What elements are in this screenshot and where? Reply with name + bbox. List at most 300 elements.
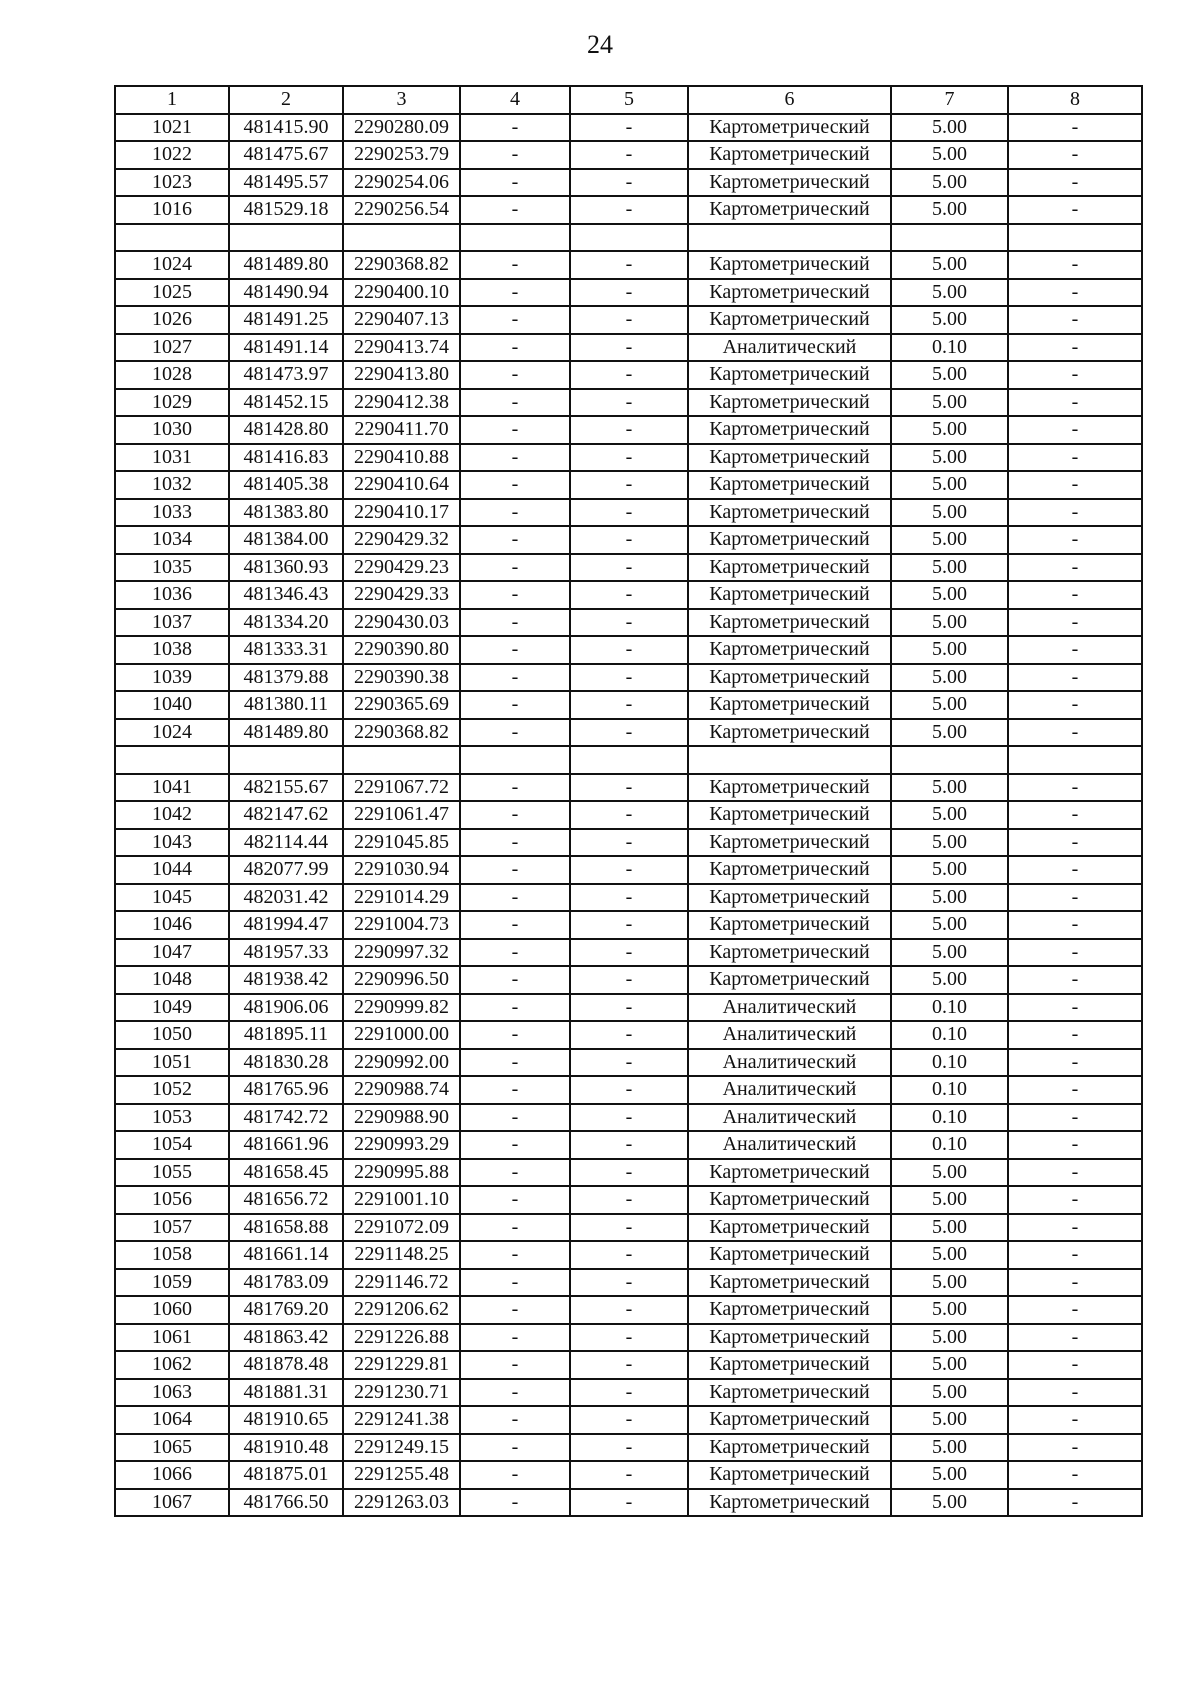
accuracy-cell: 0.10 — [891, 1021, 1008, 1049]
point-number-cell — [115, 224, 229, 252]
method-cell: Картометрический — [688, 114, 891, 142]
point-number-cell: 1029 — [115, 389, 229, 417]
point-number-cell: 1034 — [115, 526, 229, 554]
col4-cell: - — [460, 251, 570, 279]
table-row — [115, 609, 1142, 637]
col4-cell: - — [460, 1351, 570, 1379]
x-coordinate-cell: 481416.83 — [229, 444, 343, 472]
table-row — [115, 1269, 1142, 1297]
col8-cell: - — [1008, 994, 1142, 1022]
method-cell: Картометрический — [688, 801, 891, 829]
accuracy-cell: 5.00 — [891, 169, 1008, 197]
col4-cell: - — [460, 114, 570, 142]
col4-cell: - — [460, 1296, 570, 1324]
table-row-empty — [115, 224, 1142, 252]
x-coordinate-cell: 481863.42 — [229, 1324, 343, 1352]
y-coordinate-cell — [343, 746, 460, 774]
method-cell: Картометрический — [688, 911, 891, 939]
col8-cell: - — [1008, 719, 1142, 747]
accuracy-cell: 5.00 — [891, 1434, 1008, 1462]
col8-cell: - — [1008, 774, 1142, 802]
method-cell: Картометрический — [688, 1324, 891, 1352]
x-coordinate-cell: 481415.90 — [229, 114, 343, 142]
point-number-cell: 1051 — [115, 1049, 229, 1077]
col5-cell: - — [570, 856, 688, 884]
accuracy-cell: 5.00 — [891, 966, 1008, 994]
y-coordinate-cell — [343, 224, 460, 252]
x-coordinate-cell: 481384.00 — [229, 526, 343, 554]
method-cell: Картометрический — [688, 279, 891, 307]
y-coordinate-cell: 2291263.03 — [343, 1489, 460, 1517]
col8-cell: - — [1008, 829, 1142, 857]
method-cell: Картометрический — [688, 1434, 891, 1462]
table-row — [115, 911, 1142, 939]
col5-cell: - — [570, 471, 688, 499]
col4-cell — [460, 746, 570, 774]
accuracy-cell: 5.00 — [891, 526, 1008, 554]
col8-cell — [1008, 746, 1142, 774]
y-coordinate-cell: 2290411.70 — [343, 416, 460, 444]
column-header: 4 — [460, 86, 570, 114]
accuracy-cell: 5.00 — [891, 1351, 1008, 1379]
x-coordinate-cell: 481529.18 — [229, 196, 343, 224]
y-coordinate-cell: 2290996.50 — [343, 966, 460, 994]
accuracy-cell: 5.00 — [891, 361, 1008, 389]
x-coordinate-cell: 481658.88 — [229, 1214, 343, 1242]
table-row — [115, 334, 1142, 362]
table-row — [115, 1021, 1142, 1049]
col4-cell: - — [460, 1214, 570, 1242]
accuracy-cell: 5.00 — [891, 1241, 1008, 1269]
col8-cell: - — [1008, 169, 1142, 197]
accuracy-cell: 5.00 — [891, 1406, 1008, 1434]
accuracy-cell: 5.00 — [891, 1324, 1008, 1352]
method-cell: Картометрический — [688, 774, 891, 802]
col4-cell: - — [460, 829, 570, 857]
accuracy-cell: 5.00 — [891, 691, 1008, 719]
col5-cell: - — [570, 361, 688, 389]
method-cell: Картометрический — [688, 1461, 891, 1489]
point-number-cell: 1060 — [115, 1296, 229, 1324]
method-cell: Картометрический — [688, 939, 891, 967]
table-header-row — [115, 86, 1142, 114]
accuracy-cell — [891, 746, 1008, 774]
col5-cell: - — [570, 1489, 688, 1517]
y-coordinate-cell: 2291014.29 — [343, 884, 460, 912]
x-coordinate-cell: 481769.20 — [229, 1296, 343, 1324]
table-row — [115, 719, 1142, 747]
col8-cell: - — [1008, 581, 1142, 609]
table-row — [115, 471, 1142, 499]
col5-cell: - — [570, 1379, 688, 1407]
accuracy-cell: 5.00 — [891, 829, 1008, 857]
col5-cell: - — [570, 609, 688, 637]
table-row — [115, 1461, 1142, 1489]
col5-cell: - — [570, 251, 688, 279]
col8-cell — [1008, 224, 1142, 252]
col5-cell: - — [570, 114, 688, 142]
col4-cell: - — [460, 196, 570, 224]
point-number-cell: 1046 — [115, 911, 229, 939]
col8-cell: - — [1008, 1379, 1142, 1407]
method-cell: Картометрический — [688, 1186, 891, 1214]
table-row — [115, 1406, 1142, 1434]
y-coordinate-cell: 2290429.23 — [343, 554, 460, 582]
y-coordinate-cell: 2290253.79 — [343, 141, 460, 169]
col4-cell: - — [460, 306, 570, 334]
y-coordinate-cell: 2291206.62 — [343, 1296, 460, 1324]
col5-cell: - — [570, 499, 688, 527]
accuracy-cell: 5.00 — [891, 774, 1008, 802]
table-row — [115, 636, 1142, 664]
point-number-cell: 1028 — [115, 361, 229, 389]
col5-cell: - — [570, 664, 688, 692]
point-number-cell: 1023 — [115, 169, 229, 197]
accuracy-cell — [891, 224, 1008, 252]
method-cell: Картометрический — [688, 1269, 891, 1297]
column-header: 8 — [1008, 86, 1142, 114]
accuracy-cell: 5.00 — [891, 719, 1008, 747]
x-coordinate-cell: 481658.45 — [229, 1159, 343, 1187]
col4-cell: - — [460, 636, 570, 664]
y-coordinate-cell: 2291230.71 — [343, 1379, 460, 1407]
point-number-cell: 1041 — [115, 774, 229, 802]
accuracy-cell: 5.00 — [891, 856, 1008, 884]
x-coordinate-cell: 481661.14 — [229, 1241, 343, 1269]
accuracy-cell: 5.00 — [891, 1269, 1008, 1297]
accuracy-cell: 5.00 — [891, 1379, 1008, 1407]
y-coordinate-cell: 2291146.72 — [343, 1269, 460, 1297]
accuracy-cell: 0.10 — [891, 1049, 1008, 1077]
method-cell: Аналитический — [688, 994, 891, 1022]
col5-cell: - — [570, 994, 688, 1022]
col8-cell: - — [1008, 664, 1142, 692]
col8-cell: - — [1008, 939, 1142, 967]
x-coordinate-cell: 481489.80 — [229, 719, 343, 747]
x-coordinate-cell: 481383.80 — [229, 499, 343, 527]
y-coordinate-cell: 2291072.09 — [343, 1214, 460, 1242]
col5-cell: - — [570, 1269, 688, 1297]
point-number-cell: 1045 — [115, 884, 229, 912]
y-coordinate-cell: 2290390.80 — [343, 636, 460, 664]
point-number-cell: 1049 — [115, 994, 229, 1022]
table-row-empty — [115, 746, 1142, 774]
x-coordinate-cell: 481360.93 — [229, 554, 343, 582]
col5-cell: - — [570, 774, 688, 802]
col4-cell: - — [460, 1324, 570, 1352]
col8-cell: - — [1008, 1131, 1142, 1159]
point-number-cell: 1044 — [115, 856, 229, 884]
method-cell: Картометрический — [688, 1214, 891, 1242]
x-coordinate-cell: 481491.14 — [229, 334, 343, 362]
x-coordinate-cell: 481783.09 — [229, 1269, 343, 1297]
method-cell: Картометрический — [688, 719, 891, 747]
method-cell: Картометрический — [688, 251, 891, 279]
col8-cell: - — [1008, 1324, 1142, 1352]
table-row — [115, 774, 1142, 802]
col4-cell: - — [460, 1159, 570, 1187]
y-coordinate-cell: 2290430.03 — [343, 609, 460, 637]
col8-cell: - — [1008, 609, 1142, 637]
col8-cell: - — [1008, 1186, 1142, 1214]
col5-cell: - — [570, 829, 688, 857]
method-cell: Картометрический — [688, 444, 891, 472]
point-number-cell: 1033 — [115, 499, 229, 527]
col5-cell: - — [570, 636, 688, 664]
col8-cell: - — [1008, 1049, 1142, 1077]
y-coordinate-cell: 2290280.09 — [343, 114, 460, 142]
table-row — [115, 856, 1142, 884]
col4-cell: - — [460, 939, 570, 967]
table-body — [115, 86, 1142, 1516]
col8-cell: - — [1008, 1076, 1142, 1104]
col4-cell: - — [460, 884, 570, 912]
y-coordinate-cell: 2291000.00 — [343, 1021, 460, 1049]
accuracy-cell: 5.00 — [891, 801, 1008, 829]
col5-cell: - — [570, 939, 688, 967]
col4-cell: - — [460, 1131, 570, 1159]
col5-cell: - — [570, 691, 688, 719]
table-row — [115, 884, 1142, 912]
y-coordinate-cell: 2291249.15 — [343, 1434, 460, 1462]
col4-cell: - — [460, 719, 570, 747]
col4-cell: - — [460, 1021, 570, 1049]
x-coordinate-cell: 481957.33 — [229, 939, 343, 967]
col4-cell: - — [460, 444, 570, 472]
col5-cell: - — [570, 1434, 688, 1462]
col4-cell: - — [460, 499, 570, 527]
point-number-cell: 1024 — [115, 251, 229, 279]
y-coordinate-cell: 2290365.69 — [343, 691, 460, 719]
col8-cell: - — [1008, 1269, 1142, 1297]
method-cell: Картометрический — [688, 856, 891, 884]
x-coordinate-cell: 481830.28 — [229, 1049, 343, 1077]
accuracy-cell: 5.00 — [891, 444, 1008, 472]
point-number-cell: 1040 — [115, 691, 229, 719]
col8-cell: - — [1008, 911, 1142, 939]
accuracy-cell: 5.00 — [891, 251, 1008, 279]
point-number-cell: 1036 — [115, 581, 229, 609]
table-row — [115, 361, 1142, 389]
method-cell: Картометрический — [688, 1351, 891, 1379]
point-number-cell: 1067 — [115, 1489, 229, 1517]
y-coordinate-cell: 2290400.10 — [343, 279, 460, 307]
col4-cell: - — [460, 966, 570, 994]
col4-cell: - — [460, 1269, 570, 1297]
col8-cell: - — [1008, 1159, 1142, 1187]
col4-cell: - — [460, 581, 570, 609]
method-cell: Картометрический — [688, 1406, 891, 1434]
col5-cell: - — [570, 1049, 688, 1077]
col4-cell: - — [460, 774, 570, 802]
col8-cell: - — [1008, 499, 1142, 527]
table-row — [115, 389, 1142, 417]
y-coordinate-cell: 2290254.06 — [343, 169, 460, 197]
col5-cell: - — [570, 526, 688, 554]
accuracy-cell: 5.00 — [891, 499, 1008, 527]
col5-cell: - — [570, 966, 688, 994]
col5-cell: - — [570, 169, 688, 197]
col5-cell: - — [570, 1159, 688, 1187]
column-header: 1 — [115, 86, 229, 114]
point-number-cell: 1039 — [115, 664, 229, 692]
col5-cell: - — [570, 801, 688, 829]
table-row — [115, 1049, 1142, 1077]
method-cell: Картометрический — [688, 1241, 891, 1269]
accuracy-cell: 5.00 — [891, 389, 1008, 417]
col4-cell: - — [460, 141, 570, 169]
point-number-cell: 1032 — [115, 471, 229, 499]
col8-cell: - — [1008, 801, 1142, 829]
x-coordinate-cell — [229, 224, 343, 252]
table-row — [115, 1241, 1142, 1269]
y-coordinate-cell: 2291241.38 — [343, 1406, 460, 1434]
y-coordinate-cell: 2291229.81 — [343, 1351, 460, 1379]
method-cell: Картометрический — [688, 306, 891, 334]
col8-cell: - — [1008, 526, 1142, 554]
method-cell: Картометрический — [688, 581, 891, 609]
y-coordinate-cell: 2290368.82 — [343, 719, 460, 747]
accuracy-cell: 5.00 — [891, 911, 1008, 939]
col8-cell: - — [1008, 141, 1142, 169]
col4-cell: - — [460, 801, 570, 829]
col5-cell: - — [570, 1186, 688, 1214]
col8-cell: - — [1008, 416, 1142, 444]
table-row — [115, 966, 1142, 994]
point-number-cell: 1054 — [115, 1131, 229, 1159]
y-coordinate-cell: 2290256.54 — [343, 196, 460, 224]
point-number-cell: 1042 — [115, 801, 229, 829]
y-coordinate-cell: 2291226.88 — [343, 1324, 460, 1352]
y-coordinate-cell: 2291255.48 — [343, 1461, 460, 1489]
accuracy-cell: 5.00 — [891, 306, 1008, 334]
col4-cell: - — [460, 554, 570, 582]
method-cell: Картометрический — [688, 526, 891, 554]
col4-cell: - — [460, 361, 570, 389]
col8-cell: - — [1008, 1351, 1142, 1379]
y-coordinate-cell: 2290992.00 — [343, 1049, 460, 1077]
column-header: 2 — [229, 86, 343, 114]
accuracy-cell: 0.10 — [891, 1076, 1008, 1104]
col4-cell: - — [460, 334, 570, 362]
method-cell: Аналитический — [688, 1076, 891, 1104]
method-cell: Картометрический — [688, 691, 891, 719]
accuracy-cell: 5.00 — [891, 471, 1008, 499]
y-coordinate-cell: 2290407.13 — [343, 306, 460, 334]
col4-cell: - — [460, 1461, 570, 1489]
point-number-cell: 1030 — [115, 416, 229, 444]
point-number-cell: 1053 — [115, 1104, 229, 1132]
y-coordinate-cell: 2290410.64 — [343, 471, 460, 499]
x-coordinate-cell: 481380.11 — [229, 691, 343, 719]
col5-cell: - — [570, 279, 688, 307]
table-row — [115, 1214, 1142, 1242]
method-cell — [688, 746, 891, 774]
col4-cell: - — [460, 169, 570, 197]
accuracy-cell: 5.00 — [891, 1186, 1008, 1214]
col4-cell: - — [460, 856, 570, 884]
x-coordinate-cell: 481490.94 — [229, 279, 343, 307]
table-row — [115, 444, 1142, 472]
col4-cell: - — [460, 416, 570, 444]
table-row — [115, 1159, 1142, 1187]
col4-cell — [460, 224, 570, 252]
point-number-cell: 1052 — [115, 1076, 229, 1104]
col5-cell: - — [570, 1296, 688, 1324]
col5-cell — [570, 224, 688, 252]
col5-cell: - — [570, 1214, 688, 1242]
x-coordinate-cell: 481656.72 — [229, 1186, 343, 1214]
method-cell: Картометрический — [688, 884, 891, 912]
column-header: 3 — [343, 86, 460, 114]
x-coordinate-cell: 481878.48 — [229, 1351, 343, 1379]
method-cell: Аналитический — [688, 1021, 891, 1049]
col8-cell: - — [1008, 1434, 1142, 1462]
x-coordinate-cell: 481661.96 — [229, 1131, 343, 1159]
table-row — [115, 251, 1142, 279]
accuracy-cell: 5.00 — [891, 1489, 1008, 1517]
col4-cell: - — [460, 1379, 570, 1407]
col8-cell: - — [1008, 279, 1142, 307]
method-cell: Картометрический — [688, 966, 891, 994]
method-cell: Картометрический — [688, 416, 891, 444]
accuracy-cell: 0.10 — [891, 994, 1008, 1022]
col5-cell: - — [570, 1406, 688, 1434]
y-coordinate-cell: 2290413.74 — [343, 334, 460, 362]
accuracy-cell: 5.00 — [891, 581, 1008, 609]
accuracy-cell: 5.00 — [891, 554, 1008, 582]
y-coordinate-cell: 2290410.17 — [343, 499, 460, 527]
method-cell: Картометрический — [688, 609, 891, 637]
col8-cell: - — [1008, 636, 1142, 664]
accuracy-cell: 5.00 — [891, 279, 1008, 307]
point-number-cell: 1050 — [115, 1021, 229, 1049]
x-coordinate-cell: 481766.50 — [229, 1489, 343, 1517]
col5-cell: - — [570, 1076, 688, 1104]
accuracy-cell: 0.10 — [891, 1104, 1008, 1132]
table-row — [115, 196, 1142, 224]
x-coordinate-cell: 481379.88 — [229, 664, 343, 692]
x-coordinate-cell: 482114.44 — [229, 829, 343, 857]
col4-cell: - — [460, 1076, 570, 1104]
table-row — [115, 581, 1142, 609]
x-coordinate-cell: 481489.80 — [229, 251, 343, 279]
y-coordinate-cell: 2291067.72 — [343, 774, 460, 802]
col5-cell: - — [570, 719, 688, 747]
col4-cell: - — [460, 609, 570, 637]
col5-cell: - — [570, 141, 688, 169]
y-coordinate-cell: 2290390.38 — [343, 664, 460, 692]
accuracy-cell: 0.10 — [891, 1131, 1008, 1159]
col4-cell: - — [460, 1434, 570, 1462]
accuracy-cell: 5.00 — [891, 196, 1008, 224]
col8-cell: - — [1008, 471, 1142, 499]
col4-cell: - — [460, 994, 570, 1022]
col8-cell: - — [1008, 1489, 1142, 1517]
method-cell — [688, 224, 891, 252]
accuracy-cell: 0.10 — [891, 334, 1008, 362]
column-header: 6 — [688, 86, 891, 114]
point-number-cell — [115, 746, 229, 774]
col4-cell: - — [460, 1241, 570, 1269]
method-cell: Картометрический — [688, 1159, 891, 1187]
method-cell: Картометрический — [688, 1489, 891, 1517]
table-row — [115, 1489, 1142, 1517]
method-cell: Картометрический — [688, 554, 891, 582]
x-coordinate-cell: 481475.67 — [229, 141, 343, 169]
x-coordinate-cell: 481334.20 — [229, 609, 343, 637]
y-coordinate-cell: 2290997.32 — [343, 939, 460, 967]
